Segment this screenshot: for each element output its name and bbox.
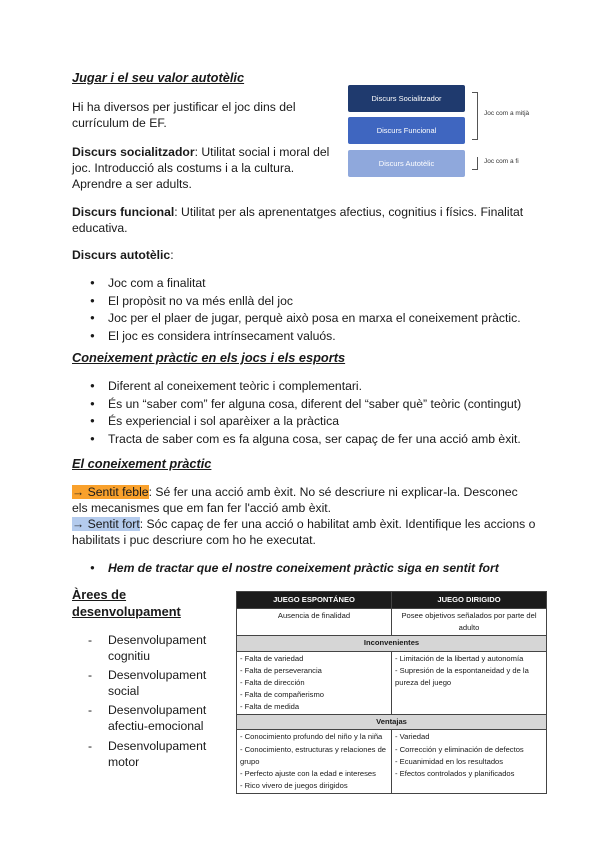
socialitzador-text: : Utilitat social i moral del joc. Introducció als costums i a la cultura. Aprendre a ser adults.: [72, 145, 330, 192]
table-section-row: [237, 715, 547, 730]
list-item: - Falta de variedad: [240, 653, 304, 663]
list-item: - Conocimiento profundo del niño y la niña: [240, 732, 383, 742]
socialitzador-paragraph: [72, 144, 334, 192]
table-row: [237, 609, 547, 636]
arees-list: [72, 632, 222, 773]
list-item: - Falta de compañerismo: [240, 689, 324, 699]
list-item: - Rico vivero de juegos dirigidos: [240, 780, 348, 790]
autotelic-heading: [72, 247, 174, 263]
sentit-fort-text: : Sóc capaç de fer una acció o habilitat amb èxit. Identifique les accions o habilitats i puc descriure com ho he executat.: [72, 517, 536, 548]
section-title-arees: Àrees de desenvolupament: [72, 587, 181, 619]
list-item: ● És un “saber com” fer alguna cosa, diferent del “saber què” teòric (contingut): [72, 396, 552, 412]
cell-inconvenientes-espontaneo: [237, 651, 392, 715]
list-item: - Desenvolupament cognitiu: [72, 632, 222, 664]
autotelic-term: Discurs autotèlic: [72, 248, 171, 262]
cell-espontaneo-finalidad: Ausencia de finalidad: [237, 609, 392, 636]
list-item: ● Tracta de saber com es fa alguna cosa, ser capaç de fer una acció amb èxit.: [72, 431, 552, 447]
diagram-bracket-fi: [472, 157, 478, 170]
list-item: - Desenvolupament motor: [72, 738, 222, 770]
diagram-box-socialitzador: Discurs Socialitzador: [348, 85, 465, 112]
sentit-feble-text: : Sé fer una acció amb èxit. No sé descriure ni explicar-la. Desconec els mecanismes que em fan fer l'acció amb èxit.: [72, 485, 518, 516]
list-item: - Ecuanimidad en los resultados: [395, 756, 504, 766]
list-item: - Variedad: [395, 732, 430, 742]
list-item: - Desenvolupament social: [72, 667, 222, 699]
list-item: - Desenvolupament afectiu-emocional: [72, 702, 222, 734]
ventajas-title: Ventajas: [237, 715, 547, 730]
list-item: - Corrección y eliminación de defectos: [395, 744, 524, 754]
header-juego-espontaneo: JUEGO ESPONTÁNEO: [237, 592, 392, 609]
diagram-label-mitja: Joc com a mitjà: [484, 110, 530, 117]
diagram-box-autotelic: Discurs Autotèlic: [348, 150, 465, 177]
list-item: ● Diferent al coneixement teòric i complementari.: [72, 378, 552, 394]
inconvenientes-title: Inconvenientes: [237, 636, 547, 651]
coneixement-list: [72, 378, 552, 448]
diagram-label-fi: Joc com a fi: [484, 158, 519, 165]
funcional-term: Discurs funcional: [72, 205, 175, 219]
list-item: - Falta de medida: [240, 702, 300, 712]
list-item: - Supresión de la espontaneidad y de la pureza del juego: [395, 665, 529, 687]
list-item: ● És experiencial i sol aparèixer a la pràctica: [72, 413, 552, 429]
list-item: ● El propòsit no va més enllà del joc: [72, 293, 542, 309]
cell-dirigido-finalidad: Posee objetivos señalados por parte del adulto: [392, 609, 547, 636]
autotelic-colon: :: [170, 248, 174, 262]
table-section-row: [237, 636, 547, 651]
sentit-feble-paragraph: [72, 484, 532, 516]
list-item: - Conocimiento, estructuras y relaciones de grupo: [240, 744, 387, 766]
socialitzador-term: Discurs socialitzador: [72, 145, 195, 159]
header-juego-dirigido: JUEGO DIRIGIDO: [392, 592, 547, 609]
list-item: - Perfecto ajuste con la edad e intereses: [240, 768, 376, 778]
list-item: - Falta de dirección: [240, 677, 305, 687]
cell-ventajas-dirigido: [392, 730, 547, 794]
autotelic-list: [72, 275, 542, 345]
cell-inconvenientes-dirigido: [392, 651, 547, 715]
funcional-text: : Utilitat per als aprenentatges afectius, cognitius i físics. Finalitat educativa.: [72, 205, 524, 236]
section-title-joc: Jugar i el seu valor autotèlic: [72, 70, 245, 85]
sentit-fort-label: → Sentit fort: [72, 517, 140, 531]
list-item: ● Joc per el plaer de jugar, perquè això posa en marxa el coneixement pràctic.: [72, 310, 542, 326]
list-item: ● El joc es considera intrínsecament valuós.: [72, 328, 542, 344]
intro-paragraph: Hi ha diversos per justificar el joc dins del currículum de EF.: [72, 100, 296, 131]
table-header-row: [237, 592, 547, 609]
list-item: - Limitación de la libertad y autonomía: [395, 653, 524, 663]
table-row: [237, 730, 547, 794]
section-title-coneixement-practic: El coneixement pràctic: [72, 456, 212, 471]
emphasis-item: ● Hem de tractar que el nostre coneixement pràctic siga en sentit fort: [72, 560, 542, 576]
list-item: - Efectos controlados y planificados: [395, 768, 515, 778]
juego-comparison-table: [236, 591, 547, 794]
list-item: ● Joc com a finalitat: [72, 275, 542, 291]
sentit-fort-paragraph: [72, 516, 542, 548]
cell-ventajas-espontaneo: [237, 730, 392, 794]
diagram-box-funcional: Discurs Funcional: [348, 117, 465, 144]
emphasis-list: [72, 560, 542, 578]
section-title-coneixement-jocs: Coneixement pràctic en els jocs i els esports: [72, 350, 346, 365]
funcional-paragraph: [72, 204, 532, 236]
table-row: [237, 651, 547, 715]
diagram-bracket-mitja: [472, 92, 478, 140]
list-item: - Falta de perseverancia: [240, 665, 322, 675]
sentit-feble-label: → Sentit feble: [72, 485, 149, 499]
